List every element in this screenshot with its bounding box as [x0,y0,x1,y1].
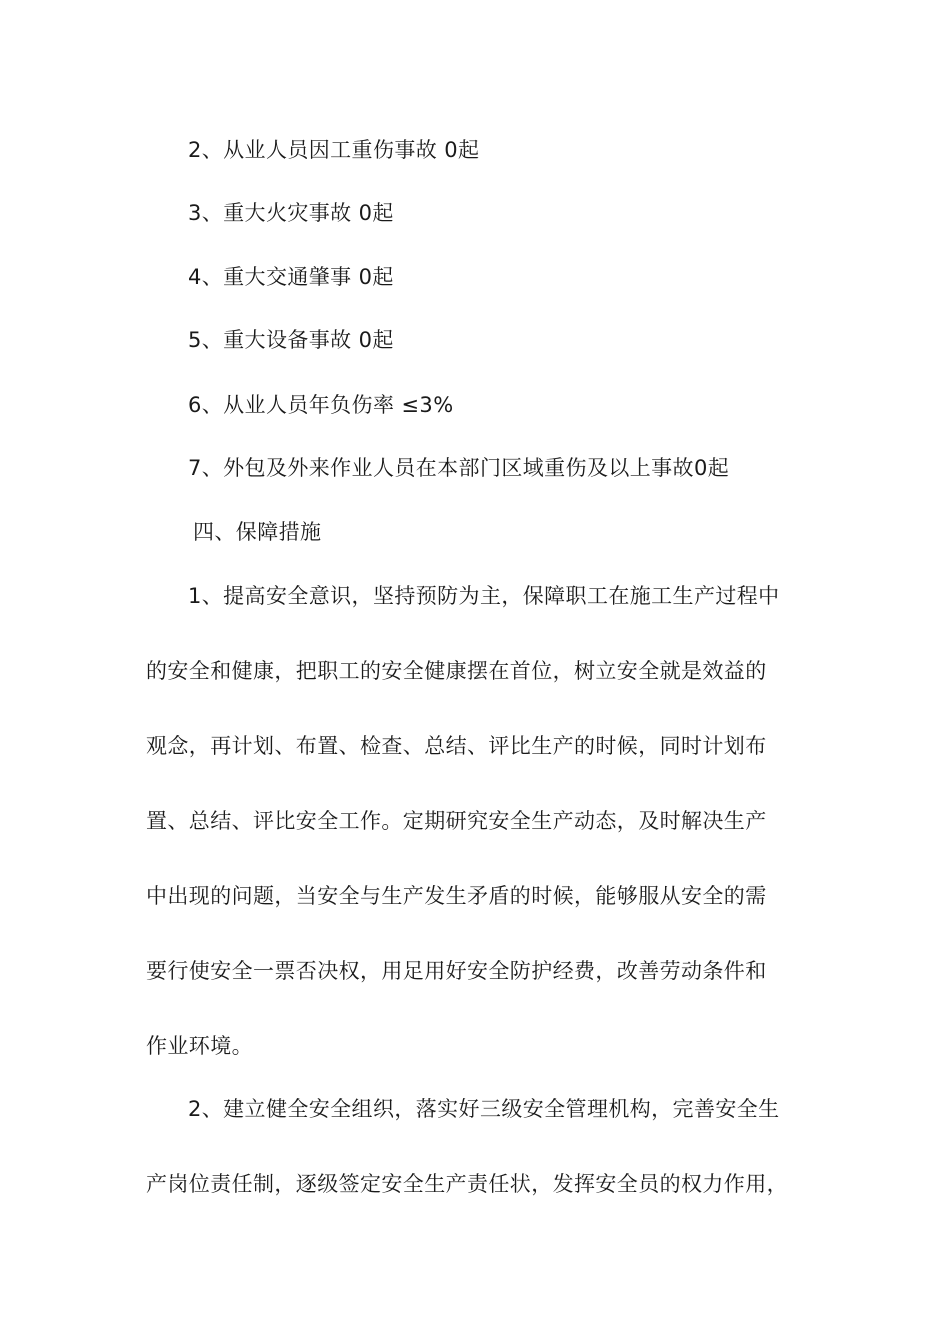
paragraph-line: 中出现的问题，当安全与生产发生矛盾的时候，能够服从安全的需 [146,884,767,908]
target-item: 2、从业人员因工重伤事故 0起 [188,138,480,162]
target-item: 3、重大火灾事故 0起 [188,201,394,225]
target-item: 4、重大交通肇事 0起 [188,265,394,289]
paragraph-line: 置、总结、评比安全工作。定期研究安全生产动态，及时解决生产 [146,809,767,833]
target-item: 5、重大设备事故 0起 [188,328,394,352]
target-item: 6、从业人员年负伤率 ≤3% [188,393,454,417]
paragraph-line: 产岗位责任制，逐级签定安全生产责任状，发挥安全员的权力作用， [146,1172,788,1196]
target-item: 7、外包及外来作业人员在本部门区域重伤及以上事故0起 [188,456,730,480]
paragraph-line: 观念，再计划、布置、检查、总结、评比生产的时候，同时计划布 [146,734,767,758]
paragraph-line: 作业环境。 [146,1034,253,1058]
paragraph-line: 要行使安全一票否决权，用足用好安全防护经费，改善劳动条件和 [146,959,767,983]
section-heading: 四、保障措施 [193,520,322,544]
paragraph-line: 1、提高安全意识，坚持预防为主，保障职工在施工生产过程中 [188,584,780,608]
paragraph-line: 的安全和健康，把职工的安全健康摆在首位，树立安全就是效益的 [146,659,767,683]
paragraph-line: 2、建立健全安全组织，落实好三级安全管理机构，完善安全生 [188,1097,780,1121]
